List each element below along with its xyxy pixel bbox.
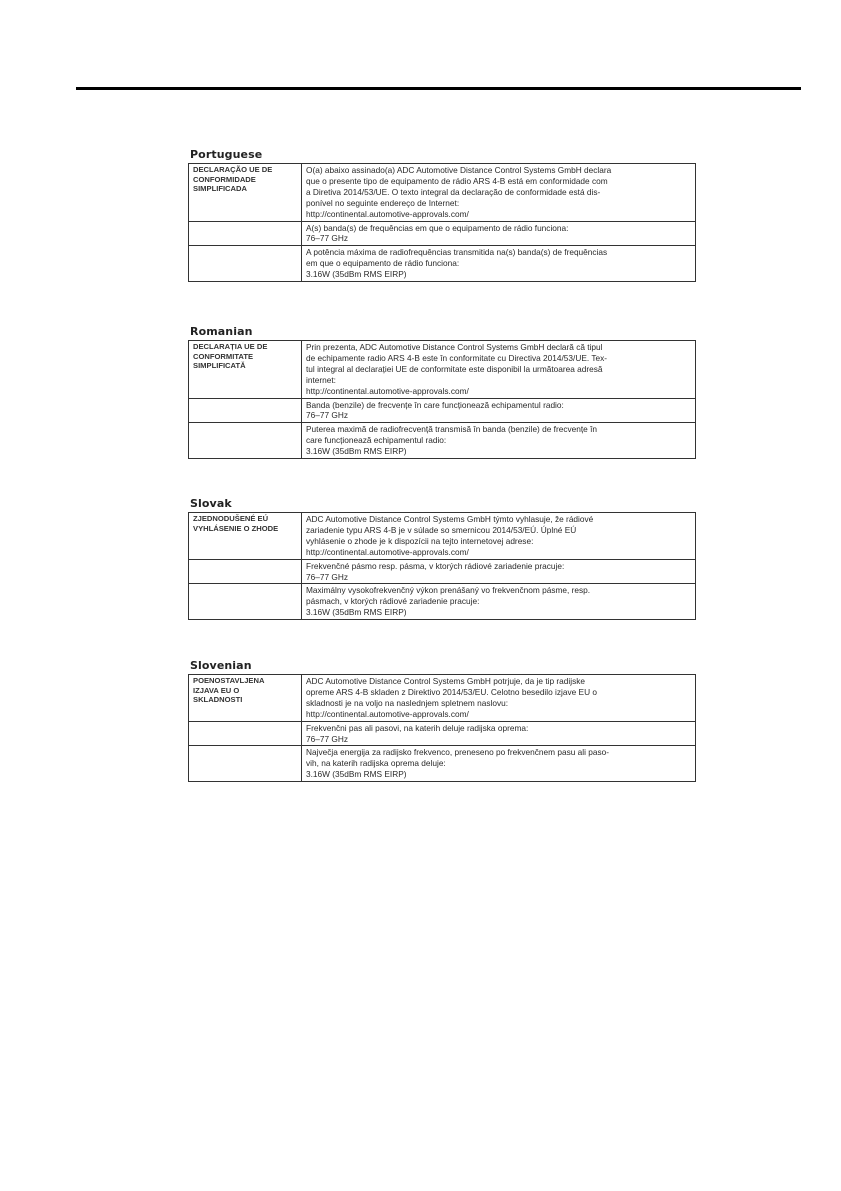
label-line: ZJEDNODUŠENÉ EÚ [193,514,269,523]
declaration-table [188,674,696,782]
table-row [189,675,696,722]
text-line: ponível no seguinte endereço de Internet: [306,197,460,208]
text-line: http://continental.automotive-approvals.com/ [306,546,469,557]
text-line: internet: [306,374,336,385]
table-row [189,513,696,560]
table-row [189,746,696,782]
table-row [189,164,696,222]
declaration-label-cell [189,221,302,246]
text-line: Maximálny vysokofrekvenčný výkon prenášaný vo frekvenčnom pásme, resp. [306,585,591,596]
text-line: 3.16W (35dBm RMS EIRP) [306,769,407,780]
text-line: skladnosti je na voljo na naslednjem spletnem naslovu: [306,697,509,708]
text-line: tul integral al declarației UE de conformitate este disponibil la următoarea adresă [306,363,603,374]
declaration-text-cell [302,398,696,423]
table-row [189,721,696,746]
declaration-label-cell [189,675,302,722]
declaration-label-cell [189,341,302,399]
declaration-section-slovenian [188,659,696,782]
table-row [189,246,696,282]
label-line: POENOSTAVLJENA [193,676,265,685]
text-line: http://continental.automotive-approvals.com/ [306,385,469,396]
text-line: opreme ARS 4-B skladen z Direktivo 2014/53/EU. Celotno besedilo izjave EU o [306,686,598,697]
declaration-text-cell [302,246,696,282]
language-heading: Slovak [190,497,232,510]
label-line: CONFORMIDADE [193,174,256,184]
text-line: 76–77 GHz [306,571,348,582]
text-line: 76–77 GHz [306,410,348,421]
text-line: A(s) banda(s) de frequências em que o equipamento de rádio funciona: [306,222,569,233]
text-line: Frekvenčné pásmo resp. pásma, v ktorých rádiové zariadenie pracuje: [306,560,565,571]
label-line: SIMPLIFICADA [193,184,247,194]
declaration-section-romanian [188,325,696,459]
text-line: http://continental.automotive-approvals.com/ [306,208,469,219]
declaration-text-cell [302,423,696,459]
text-line: 76–77 GHz [306,233,348,244]
text-line: ADC Automotive Distance Control Systems GmbH týmto vyhlasuje, že rádiové [306,514,594,524]
declaration-label-cell [189,423,302,459]
text-line: A potência máxima de radiofrequências transmitida na(s) banda(s) de frequências [306,247,608,258]
text-line: de echipamente radio ARS 4-B este în conformitate cu Directiva 2014/53/UE. Tex- [306,352,607,363]
text-line: zariadenie typu ARS 4-B je v súlade so smernicou 2014/53/EÚ. Úplné EÚ [306,524,577,535]
table-row [189,423,696,459]
text-line: a Diretiva 2014/53/UE. O texto integral da declaração de conformidade está dis- [306,186,601,197]
text-line: Frekvenčni pas ali pasovi, na katerih deluje radijska oprema: [306,722,529,733]
declaration-label-cell [189,746,302,782]
declaration-text-cell [302,221,696,246]
declaration-text-cell [302,341,696,399]
text-line: em que o equipamento de rádio funciona: [306,258,460,269]
text-line: Puterea maximă de radiofrecvență transmisă în banda (benzile) de frecvențe în [306,424,598,435]
text-line: O(a) abaixo assinado(a) ADC Automotive Distance Control Systems GmbH declara [306,165,612,175]
declaration-text-cell [302,746,696,782]
declaration-text-cell [302,721,696,746]
text-line: Največja energija za radijsko frekvenco, preneseno po frekvenčnem pasu ali paso- [306,747,610,758]
table-row [189,398,696,423]
declaration-table [188,512,696,620]
declaration-text-cell [302,164,696,222]
table-row [189,584,696,620]
declaration-label-cell [189,584,302,620]
declaration-text-cell [302,513,696,560]
label-line: CONFORMITATE [193,351,254,361]
text-line: 3.16W (35dBm RMS EIRP) [306,269,407,280]
table-row [189,341,696,399]
label-line: DECLARAȚIA UE DE [193,342,268,351]
text-line: 3.16W (35dBm RMS EIRP) [306,607,407,618]
table-row [189,221,696,246]
table-row [189,559,696,584]
text-line: que o presente tipo de equipamento de rádio ARS 4-B está em conformidade com [306,175,608,186]
label-line: IZJAVA EU O [193,685,240,695]
header-rule [76,87,801,90]
declaration-text-cell [302,584,696,620]
text-line: pásmach, v ktorých rádiové zariadenie pracuje: [306,596,480,607]
declaration-label-cell [189,246,302,282]
declaration-label-cell [189,513,302,560]
text-line: vyhlásenie o zhode je k dispozícii na tejto internetovej adrese: [306,535,534,546]
text-line: care funcționează echipamentul radio: [306,435,447,446]
declaration-table [188,340,696,459]
text-line: ADC Automotive Distance Control Systems GmbH potrjuje, da je tip radijske [306,676,585,686]
declaration-text-cell [302,675,696,722]
label-line: SKLADNOSTI [193,695,243,705]
language-heading: Slovenian [190,659,252,672]
text-line: 3.16W (35dBm RMS EIRP) [306,446,407,457]
declaration-label-cell [189,559,302,584]
declaration-label-cell [189,164,302,222]
text-line: Prin prezenta, ADC Automotive Distance Control Systems GmbH declară că tipul [306,342,603,352]
text-line: http://continental.automotive-approvals.com/ [306,708,469,719]
declaration-label-cell [189,398,302,423]
label-line: SIMPLIFICATĂ [193,361,246,371]
language-heading: Portuguese [190,148,263,161]
declaration-section-portuguese [188,148,696,282]
declaration-section-slovak [188,497,696,620]
declaration-label-cell [189,721,302,746]
declaration-text-cell [302,559,696,584]
label-line: DECLARAÇÃO UE DE [193,165,273,174]
language-heading: Romanian [190,325,253,338]
text-line: vih, na katerih radijska oprema deluje: [306,758,446,769]
text-line: Banda (benzile) de frecvențe în care funcționează echipamentul radio: [306,399,564,410]
text-line: 76–77 GHz [306,733,348,744]
label-line: VYHLÁSENIE O ZHODE [193,523,279,533]
declaration-table [188,163,696,282]
